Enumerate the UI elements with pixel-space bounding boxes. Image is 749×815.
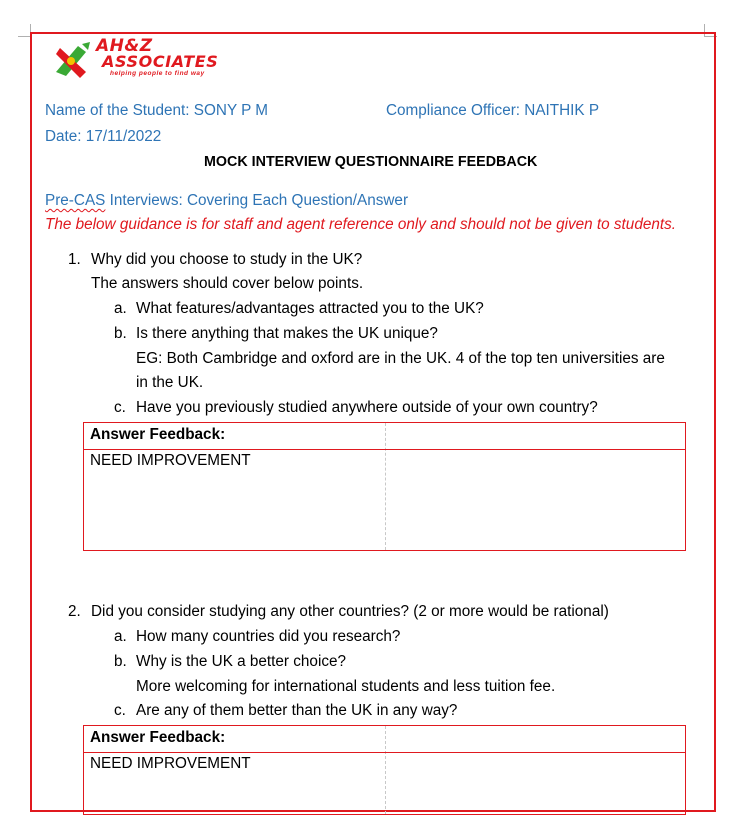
- question-1-example-line2: in the UK.: [136, 374, 204, 391]
- question-2-item-a: How many countries did you research?: [136, 628, 401, 645]
- document-title: MOCK INTERVIEW QUESTIONNAIRE FEEDBACK: [204, 154, 538, 170]
- feedback-value[interactable]: NEED IMPROVEMENT: [90, 452, 251, 469]
- feedback-header-label: Answer Feedback:: [90, 729, 226, 746]
- question-1-number: 1.: [68, 251, 81, 268]
- question-1-item-c-letter: c.: [114, 399, 126, 416]
- feedback-table-1: [83, 422, 686, 551]
- question-1-text: Why did you choose to study in the UK?: [91, 251, 363, 268]
- question-1-item-a-letter: a.: [114, 300, 127, 317]
- guidance-note: The below guidance is for staff and agent reference only and should not be given to students.: [45, 216, 676, 233]
- question-1-item-b: Is there anything that makes the UK unique?: [136, 325, 438, 342]
- compliance-officer: Compliance Officer: NAITHIK P: [386, 102, 600, 119]
- question-1-item-b-letter: b.: [114, 325, 127, 342]
- question-2-item-b-letter: b.: [114, 653, 127, 670]
- date-field: Date: 17/11/2022: [45, 128, 162, 145]
- question-2-item-a-letter: a.: [114, 628, 127, 645]
- question-1-item-a: What features/advantages attracted you to the UK?: [136, 300, 484, 317]
- question-2-item-c-letter: c.: [114, 702, 126, 719]
- feedback-header-label: Answer Feedback:: [90, 426, 226, 443]
- logo-text-line1: AH&Z: [96, 36, 153, 56]
- question-2-number: 2.: [68, 603, 81, 620]
- student-name: Name of the Student: SONY P M: [45, 102, 269, 119]
- feedback-table-2: [83, 725, 686, 815]
- question-2-item-b: Why is the UK a better choice?: [136, 653, 347, 670]
- question-1-example-line1: EG: Both Cambridge and oxford are in the UK. 4 of the top ten universities are: [136, 350, 665, 367]
- question-2-answer-line: More welcoming for international students and less tuition fee.: [136, 678, 556, 695]
- question-2-item-c: Are any of them better than the UK in any way?: [136, 702, 458, 719]
- logo-text-line2: ASSOCIATES: [102, 52, 219, 71]
- spellcheck-word: Pre-CAS: [45, 192, 106, 209]
- feedback-table-1-header: [84, 423, 685, 450]
- feedback-table-2-header: [84, 726, 685, 753]
- section-subtitle: [45, 192, 408, 210]
- feedback-value[interactable]: NEED IMPROVEMENT: [90, 755, 251, 772]
- logo-tagline: helping people to find way: [110, 70, 205, 77]
- question-1-note: The answers should cover below points.: [91, 275, 364, 292]
- question-2-text: Did you consider studying any other countries? (2 or more would be rational): [91, 603, 609, 620]
- section-subtitle-rest: Interviews: Covering Each Question/Answer: [105, 192, 409, 209]
- question-1-item-c: Have you previously studied anywhere outside of your own country?: [136, 399, 598, 416]
